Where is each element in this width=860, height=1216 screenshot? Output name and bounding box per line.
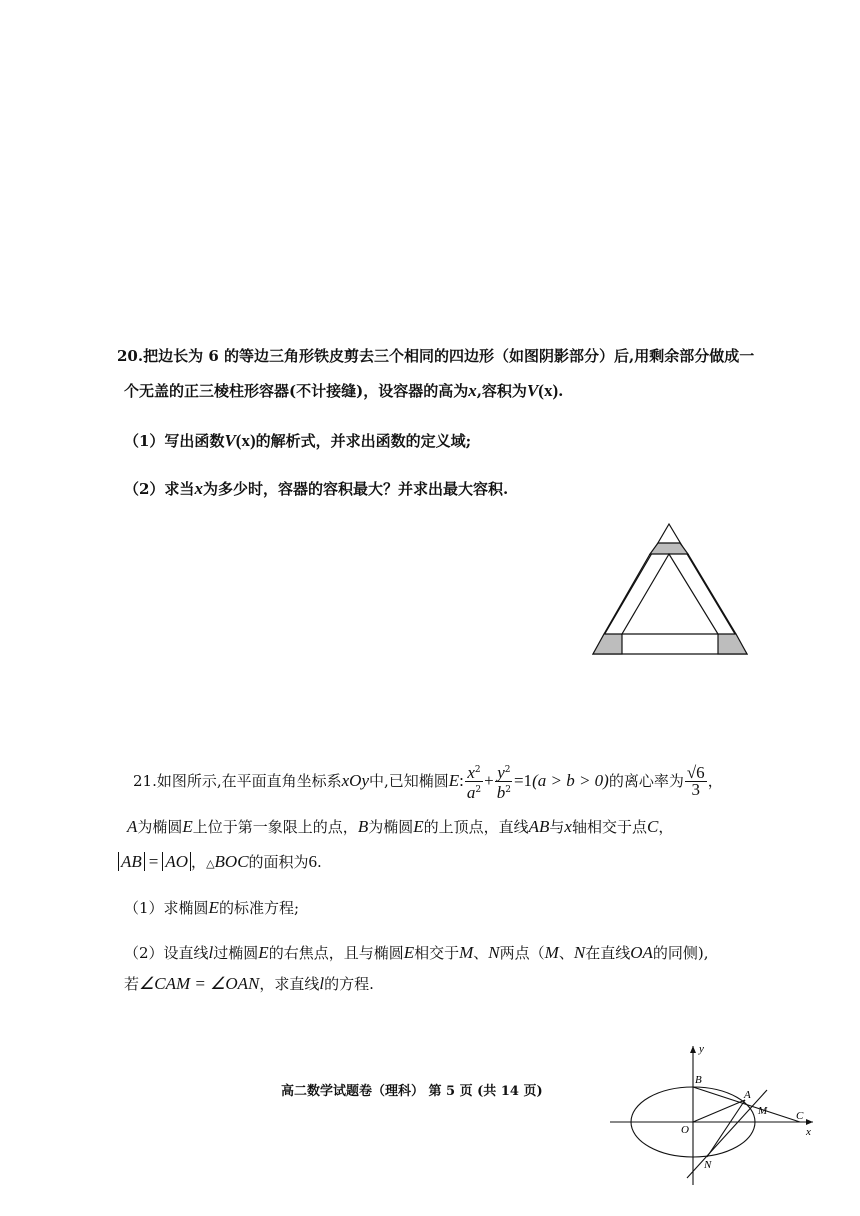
q21-line3-text-b: 的面积为 [248, 853, 309, 871]
func-arg: (x) [538, 381, 559, 400]
ecc-num: √6 [686, 762, 705, 782]
frac1-den: a [466, 782, 476, 802]
angle-equation: ∠CAM = ∠OAN [139, 974, 260, 993]
line-oa: OA [630, 943, 653, 962]
q20-line2-text-a: 个无盖的正三棱柱形容器(不计接缝)，设容器的高为 [124, 382, 469, 400]
equals: = [148, 852, 159, 871]
abs-ab: AB [118, 852, 145, 871]
q21-line3 [118, 852, 322, 874]
label-o: O [681, 1124, 689, 1136]
eq-rest: =1 [513, 771, 533, 790]
colon: : [459, 771, 464, 790]
q21-part1 [124, 898, 299, 918]
func-v: V [224, 431, 236, 450]
eccentricity [685, 762, 707, 799]
frac-y2-b2 [495, 762, 513, 801]
frac1-num: x [467, 762, 475, 782]
sq: 2 [504, 764, 511, 775]
q20-line1-text: 20.把边长为 6 的等边三角形铁皮剪去三个相同的四边形（如图阴影部分）后,用剩余部分做成一 [117, 347, 755, 365]
label-y: y [699, 1043, 704, 1055]
xoy: xOy [341, 771, 369, 790]
q21-line2-text-g: ， [658, 818, 674, 836]
func-v: V [526, 381, 539, 400]
q21-line2-text-a: 为椭圆 [137, 818, 183, 836]
q21-part2-text-e: 两点（ [499, 944, 545, 962]
q20-part1-text-b: 的解析式，并求出函数的定义域; [255, 432, 472, 450]
fold-line-left [604, 554, 650, 634]
q21-line2 [127, 817, 673, 837]
ellipse-e: E [448, 771, 460, 790]
triangle-symbol: △ [206, 857, 215, 870]
q21-line2-text-c: 为椭圆 [368, 818, 414, 836]
ellipse-e: E [208, 898, 219, 917]
sq: 2 [505, 784, 511, 795]
q21-line3-text-a: ， [191, 853, 207, 871]
line-ab: AB [528, 817, 550, 836]
q21-part1-text-b: 的标准方程; [218, 899, 299, 917]
point-a: A [127, 817, 138, 836]
q21-line1 [133, 762, 723, 800]
q21-part2-text-f: 在直线 [585, 944, 631, 962]
q21-line1-text-a: 21.如图所示,在平面直角坐标系 [133, 772, 342, 790]
shaded-quad-top [650, 543, 688, 554]
ellipse-e: E [258, 943, 269, 962]
point-n: N [488, 943, 500, 962]
q21-line6-text-a: 若 [124, 975, 140, 993]
q20-line1 [117, 346, 754, 366]
q20-part2-text-a: （2）求当 [124, 480, 195, 498]
line-l: l [319, 974, 325, 993]
q20-line2 [124, 381, 563, 401]
fold-line-right [688, 554, 736, 634]
separator: 、 [558, 944, 574, 962]
point-m: M [459, 943, 474, 962]
area-value: 6 [308, 852, 318, 871]
frac-x2-a2 [465, 762, 483, 801]
line-l: l [208, 943, 214, 962]
q21-line2-text-d: 的上顶点，直线 [423, 818, 529, 836]
shaded-quad-right [718, 634, 747, 654]
q21-line6-text-c: 的方程. [324, 975, 374, 993]
q21-part2-text-b: 过椭圆 [213, 944, 259, 962]
q21-part2-text-d: 相交于 [414, 944, 460, 962]
label-a: A [744, 1089, 751, 1101]
q21-line2-text-e: 与 [549, 818, 565, 836]
label-x: x [806, 1126, 811, 1138]
y-axis-arrow [690, 1046, 696, 1053]
separator: 、 [473, 944, 489, 962]
inner-triangle [622, 554, 718, 634]
point-m: M [544, 943, 559, 962]
q21-part2 [124, 943, 709, 963]
shaded-quad-left [593, 634, 622, 654]
q20-line2-text-b: ,容积为 [476, 382, 527, 400]
footer-text: 高二数学试题卷（理科） 第 5 页 (共 14 页) [281, 1084, 543, 1099]
figure-q20-triangle [588, 516, 754, 662]
line-l [687, 1090, 767, 1178]
q20-part1-text-a: （1）写出函数 [124, 432, 225, 450]
label-c: C [796, 1110, 804, 1122]
ellipse-e: E [182, 817, 193, 836]
point-n: N [573, 943, 586, 962]
q20-line2-text-c: . [558, 382, 564, 400]
point-b: B [357, 817, 369, 836]
figure-q21-ellipse [605, 1040, 820, 1190]
q21-line2-text-f: 轴相交于点 [571, 818, 647, 836]
ellipse-e: E [403, 943, 415, 962]
condition: (a > b > 0) [532, 771, 609, 790]
ecc-den: 3 [691, 779, 701, 799]
q20-part1 [124, 431, 471, 451]
q21-line6 [124, 974, 374, 994]
q21-part2-text-a: （2）设直线 [124, 944, 209, 962]
var-x: x [468, 381, 477, 400]
q21-line1-text-c: 的离心率为 [608, 772, 684, 790]
q21-line6-text-b: ，求直线 [259, 975, 320, 993]
frac2-den: b [496, 782, 506, 802]
q21-part2-text-g: 的同侧), [652, 944, 709, 962]
q21-line2-text-b: 上位于第一象限上的点， [192, 818, 358, 836]
func-arg: (x) [235, 431, 256, 450]
label-n: N [704, 1159, 712, 1171]
sq: 2 [474, 764, 481, 775]
point-c: C [646, 817, 659, 836]
q21-part1-text-a: （1）求椭圆 [124, 899, 209, 917]
ellipse-e: E [413, 817, 424, 836]
label-b: B [695, 1074, 702, 1086]
q21-line1-text-b: 中,已知椭圆 [369, 772, 449, 790]
q20-part2 [124, 479, 508, 499]
var-x: x [564, 817, 572, 836]
q21-line3-text-c: . [317, 853, 322, 871]
q21-line1-text-d: ， [707, 772, 723, 790]
var-x: x [194, 479, 203, 498]
q21-part2-text-c: 的右焦点，且与椭圆 [268, 944, 404, 962]
triangle-boc: BOC [214, 852, 249, 871]
x-axis-arrow [806, 1119, 813, 1125]
q20-part2-text-b: 为多少时，容器的容积最大？并求出最大容积. [202, 480, 509, 498]
sq: 2 [475, 784, 482, 795]
page-footer [281, 1080, 543, 1099]
frac2-num: y [497, 762, 505, 782]
abs-ao: AO [162, 852, 191, 871]
plus: + [484, 771, 494, 790]
label-m: M [758, 1105, 768, 1117]
